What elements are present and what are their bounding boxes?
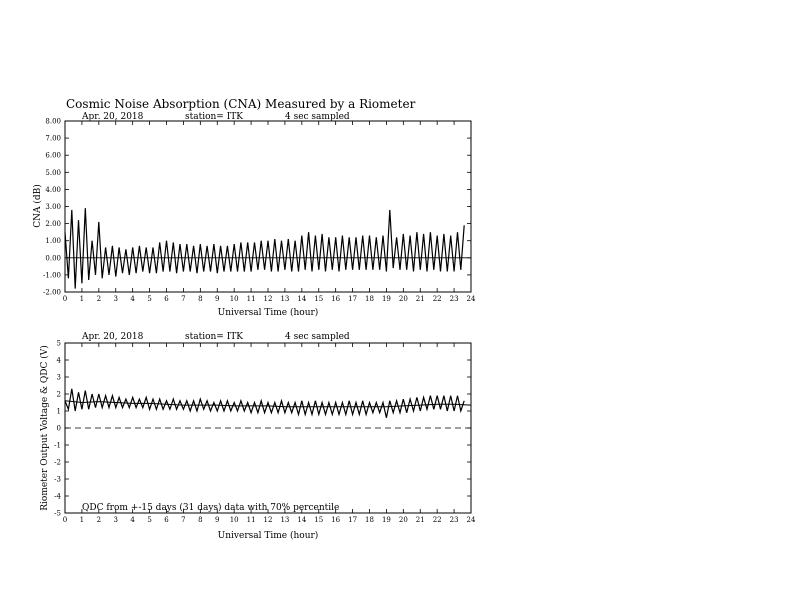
voltage-x-tick-label: 11 [246,516,256,524]
cna-y-tick-label: 4.00 [45,185,61,194]
cna-x-tick-label: 0 [62,295,68,303]
cna-x-tick-label: 2 [96,295,102,303]
voltage-y-tick-label: -3 [54,475,61,484]
cna-y-tick-label: -1.00 [43,271,61,280]
voltage-x-tick-label: 16 [331,516,341,524]
cna-y-axis-label: CNA (dB) [33,184,43,228]
voltage-subtitle-date: Apr. 20, 2018 [82,332,144,342]
voltage-y-tick-label: 4 [56,356,61,365]
cna-x-tick-label: 3 [113,295,118,303]
voltage-panel [39,332,476,541]
cna-subtitle-sampling: 4 sec sampled [285,112,350,122]
cna-x-tick-label: 13 [280,295,290,303]
cna-x-tick-label: 6 [164,295,169,303]
voltage-x-tick-label: 1 [79,516,85,524]
cna-y-tick-label: 6.00 [45,151,61,160]
voltage-x-tick-label: 3 [113,516,118,524]
voltage-x-tick-label: 10 [229,516,239,524]
voltage-y-tick-label: 0 [56,424,61,433]
voltage-x-tick-label: 7 [181,516,186,524]
cna-subtitle-date: Apr. 20, 2018 [82,112,144,122]
cna-x-tick-label: 8 [198,295,203,303]
voltage-y-tick-label: 1 [56,407,61,416]
voltage-x-tick-label: 21 [415,516,425,524]
cna-x-tick-label: 21 [415,295,425,303]
cna-x-axis-label: Universal Time (hour) [217,308,319,318]
cna-x-tick-label: 11 [246,295,256,303]
cna-x-tick-label: 5 [147,295,152,303]
cna-x-tick-label: 12 [263,295,273,303]
cna-y-tick-label: 2.00 [45,220,61,229]
cna-x-tick-label: 10 [229,295,239,303]
cna-subtitle-station: station= ITK [185,112,243,122]
cna-x-tick-label: 24 [466,295,476,303]
voltage-y-tick-label: 5 [56,339,61,348]
cna-x-tick-label: 17 [348,295,358,303]
voltage-x-tick-label: 5 [147,516,152,524]
cna-plot-frame [65,121,471,292]
voltage-x-tick-label: 20 [398,516,408,524]
cna-x-tick-label: 19 [381,295,391,303]
voltage-subtitle-sampling: 4 sec sampled [285,332,350,342]
voltage-y-tick-label: -5 [54,509,61,518]
cna-panel [32,112,476,318]
cna-y-tick-label: 3.00 [45,203,61,211]
cna-x-tick-label: 9 [215,295,220,303]
voltage-x-tick-label: 4 [130,516,135,524]
cna-y-tick-label: 1.00 [45,237,61,246]
voltage-x-tick-label: 8 [198,516,203,524]
voltage-y-tick-label: 2 [56,390,61,399]
voltage-x-tick-label: 12 [263,516,273,524]
voltage-x-tick-label: 19 [381,516,391,524]
voltage-x-tick-label: 15 [314,516,324,524]
cna-x-tick-label: 4 [130,295,135,303]
voltage-x-tick-label: 13 [280,516,290,524]
voltage-x-tick-label: 23 [449,516,459,524]
qdc-annotation: QDC from +-15 days (31 days) data with 70% percentile [82,503,340,513]
cna-x-tick-label: 1 [79,295,85,303]
voltage-x-tick-label: 22 [432,516,442,524]
cna-y-tick-label: -2.00 [43,288,61,297]
cna-y-tick-label: 8.00 [45,117,61,126]
voltage-x-tick-label: 9 [215,516,220,524]
voltage-x-tick-label: 18 [365,516,374,524]
voltage-y-tick-label: -4 [54,492,61,501]
voltage-y-tick-label: -1 [54,441,61,450]
cna-x-tick-label: 20 [398,295,408,303]
voltage-y-tick-label: -2 [54,458,61,467]
voltage-x-tick-label: 2 [96,516,102,524]
cna-y-tick-label: 7.00 [45,134,61,143]
cna-y-tick-label: 5.00 [45,168,61,177]
cna-x-tick-label: 14 [297,295,307,303]
voltage-y-tick-label: 3 [56,373,61,382]
voltage-x-tick-label: 14 [297,516,307,524]
voltage-x-tick-label: 24 [466,516,476,524]
cna-x-tick-label: 16 [331,295,341,303]
voltage-x-axis-label: Universal Time (hour) [217,531,319,541]
cna-x-tick-label: 23 [449,295,459,303]
cna-series-line [65,208,464,288]
voltage-x-tick-label: 17 [348,516,358,524]
voltage-x-tick-label: 6 [164,516,169,524]
cna-x-tick-label: 18 [365,295,374,303]
cna-x-tick-label: 15 [314,295,324,303]
cna-x-tick-label: 7 [181,295,186,303]
figure-title: Cosmic Noise Absorption (CNA) Measured by a Riometer [66,97,416,111]
cna-y-tick-label: 0.00 [45,254,61,263]
voltage-y-axis-label: Riometer Output Voltage & QDC (V) [40,345,50,511]
voltage-subtitle-station: station= ITK [185,332,243,342]
cna-x-tick-label: 22 [432,295,442,303]
voltage-x-tick-label: 0 [62,516,68,524]
